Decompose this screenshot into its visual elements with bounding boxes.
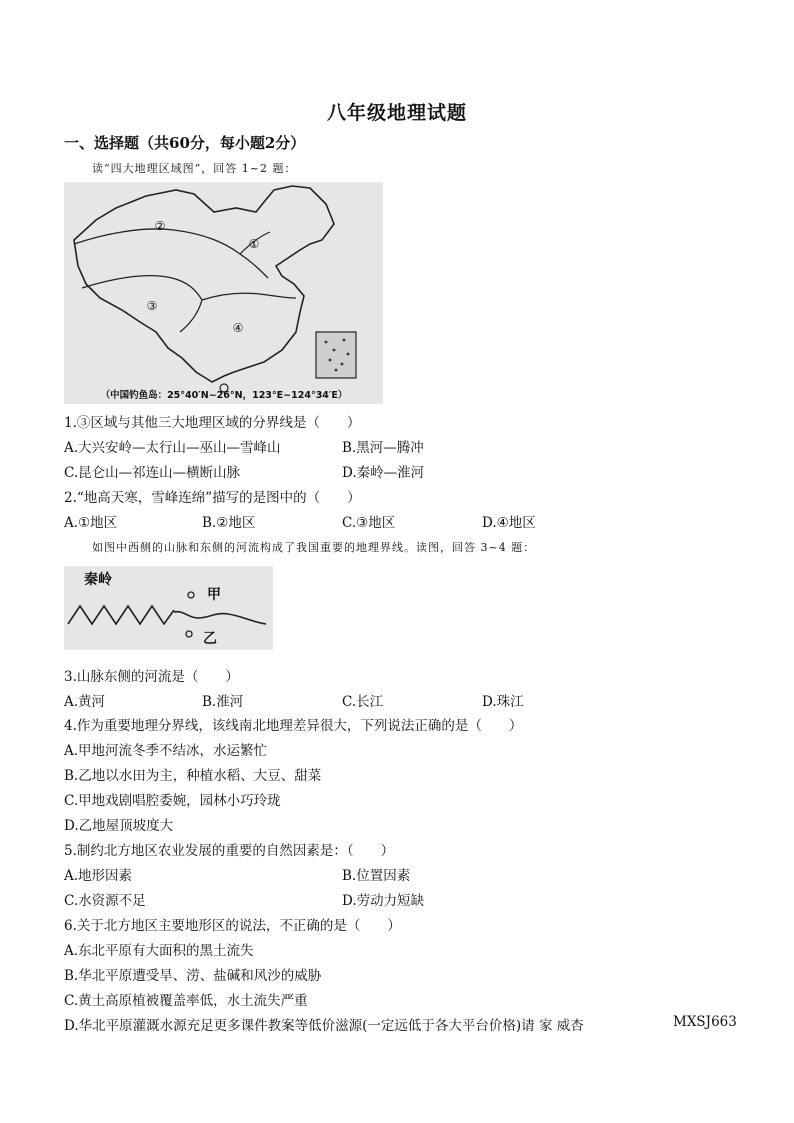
- question-5-option-b[interactable]: B.位置因素: [342, 868, 411, 884]
- point-b-label: 乙: [203, 631, 217, 647]
- question-5-option-a[interactable]: A.地形因素: [64, 868, 133, 884]
- question-6-stem: 6.关于北方地区主要地形区的说法，不正确的是（ ）: [64, 918, 401, 934]
- question-6-option-b[interactable]: B.华北平原遭受旱、涝、盐碱和风沙的威胁: [64, 968, 322, 984]
- page-title: 八年级地理试题: [326, 102, 467, 124]
- question-1-option-b[interactable]: B.黑河—腾冲: [342, 440, 424, 456]
- question-3-option-b[interactable]: B.淮河: [202, 694, 244, 710]
- question-1-stem: 1.③区域与其他三大地理区域的分界线是（ ）: [64, 415, 361, 431]
- question-4-option-b[interactable]: B.乙地以水田为主，种植水稻、大豆、甜菜: [64, 768, 322, 784]
- region-label-2: ②: [154, 219, 166, 233]
- question-6-option-d[interactable]: [64, 1014, 584, 1034]
- question-2-option-d[interactable]: D.④地区: [482, 515, 536, 531]
- question-3-option-d[interactable]: D.珠江: [482, 694, 524, 710]
- question-3-stem: 3.山脉东侧的河流是（ ）: [64, 669, 239, 685]
- region-label-4: ④: [232, 321, 244, 335]
- boundary-line-qinling: [202, 293, 296, 300]
- boundary-line-north: [74, 229, 268, 278]
- question-1-option-c[interactable]: C.昆仑山—祁连山—横断山脉: [64, 465, 241, 481]
- question-5-stem: 5.制约北方地区农业发展的重要的自然因素是：（ ）: [64, 843, 395, 859]
- mountain-label: 秦岭: [84, 572, 112, 588]
- question-2-stem: 2.“地高天寒，雪峰连绵”描写的是图中的（ ）: [64, 490, 361, 506]
- point-a-marker: [188, 592, 194, 598]
- question-5-option-c[interactable]: C.水资源不足: [64, 893, 146, 909]
- question-2-option-c[interactable]: C.③地区: [342, 515, 396, 531]
- point-a-label: 甲: [207, 587, 221, 603]
- question-6-option-d-text: D.华北平原灌溉水源充足: [64, 1018, 214, 1034]
- mountain-range-zigzag: [68, 606, 174, 624]
- china-regions-map: [64, 182, 383, 404]
- footer-code: MXSJ663: [673, 1014, 737, 1030]
- qinling-figure: [64, 566, 273, 650]
- region-label-3: ③: [146, 299, 158, 313]
- question-4-option-a[interactable]: A.甲地河流冬季不结冰，水运繁忙: [64, 743, 268, 759]
- region-label-1: ①: [248, 237, 260, 251]
- question-6-option-a[interactable]: A.东北平原有大面积的黑土流失: [64, 943, 254, 959]
- question-4-stem: 4.作为重要地理分界线，该线南北地理差异很大，下列说法正确的是（ ）: [64, 718, 523, 734]
- section-heading: 一、选择题（共60分，每小题2分）: [64, 134, 306, 152]
- question-5-option-d[interactable]: D.劳动力短缺: [342, 893, 425, 909]
- question-2-option-a[interactable]: A.①地区: [64, 515, 118, 531]
- footer-note: 更多课件教案等低价滋源(一定远低于各大平台价格)请 家 威杏: [213, 1018, 584, 1034]
- question-1-option-a[interactable]: A.大兴安岭—太行山—巫山—雪峰山: [64, 440, 281, 456]
- question-intro-2: 如图中西侧的山脉和东侧的河流构成了我国重要的地理界线。读图，回答 3~4 题：: [92, 541, 536, 554]
- question-1-option-d[interactable]: D.秦岭—淮河: [342, 465, 425, 481]
- question-2-option-b[interactable]: B.②地区: [202, 515, 256, 531]
- question-4-option-c[interactable]: C.甲地戏剧唱腔委婉，园林小巧玲珑: [64, 793, 281, 809]
- question-4-option-d[interactable]: D.乙地屋顶坡度大: [64, 818, 174, 834]
- question-intro-1: 读“四大地理区域图”，回答 1~2 题：: [92, 162, 297, 175]
- question-6-option-c[interactable]: C.黄土高原植被覆盖率低，水土流失严重: [64, 993, 308, 1009]
- point-b-marker: [186, 631, 192, 637]
- river-line: [174, 612, 266, 624]
- map-caption: （中国钓鱼岛：25°40′N~26°N，123°E~124°34′E）: [100, 390, 348, 401]
- question-3-option-c[interactable]: C.长江: [342, 694, 384, 710]
- china-outline: [74, 186, 334, 382]
- question-3-option-a[interactable]: A.黄河: [64, 694, 106, 710]
